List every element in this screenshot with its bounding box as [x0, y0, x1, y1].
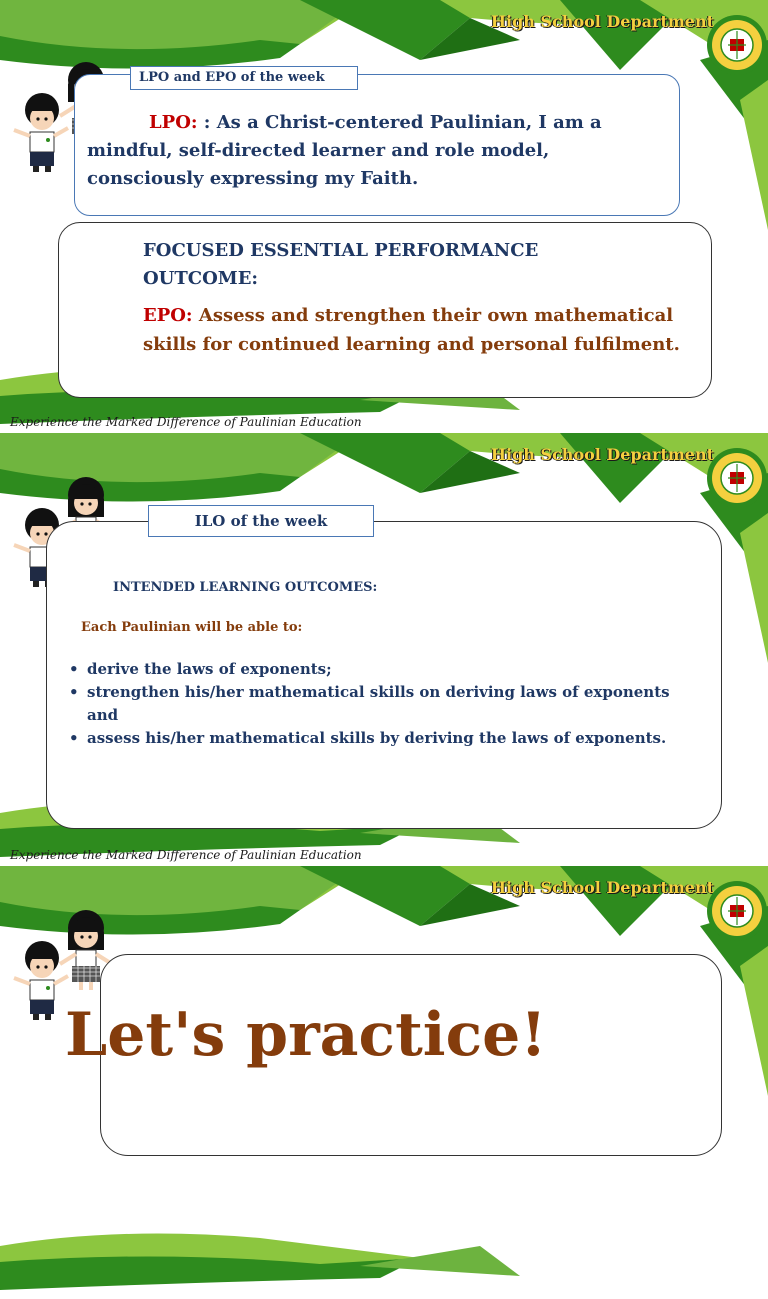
lpo-epo-week-label: LPO and EPO of the week [130, 66, 358, 90]
slide-lpo-epo [0, 0, 768, 433]
ilo-box [46, 521, 722, 829]
school-tagline: Experience the Marked Difference of Paulinian Education [10, 415, 362, 429]
epo-heading: FOCUSED ESSENTIAL PERFORMANCE OUTCOME: [143, 240, 539, 289]
epo-label: EPO: [143, 305, 193, 326]
department-title: High School Department [490, 12, 714, 31]
practice-box [65, 954, 722, 1156]
practice-title: Let's practice! [65, 1000, 547, 1070]
list-item: • strengthen his/her mathematical skills on deriving laws of exponents and [65, 681, 705, 727]
school-seal-icon [706, 447, 768, 509]
lpo-text: : As a Christ-centered Paulinian, I am a mindful, self-directed learner and role model, consciously expressing my Faith. [87, 112, 602, 189]
slide-practice [0, 866, 768, 1070]
ilo-list [65, 658, 705, 750]
slide-ilo [0, 433, 768, 866]
epo-box [58, 222, 712, 398]
epo-text: Assess and strengthen their own mathematical skills for continued learning and personal fulfilment. [143, 305, 680, 355]
lpo-statement [87, 109, 672, 193]
school-seal-icon [706, 14, 768, 76]
school-tagline: Experience the Marked Difference of Paulinian Education [10, 848, 362, 862]
list-item: • assess his/her mathematical skills by deriving the laws of exponents. [65, 727, 705, 750]
department-title: High School Department [490, 878, 714, 897]
ilo-intro: Each Paulinian will be able to: [81, 620, 303, 635]
list-item: • derive the laws of exponents; [65, 658, 705, 681]
department-title: High School Department [490, 445, 714, 464]
lpo-label: LPO: [149, 112, 198, 133]
epo-statement [143, 301, 703, 359]
ilo-heading: INTENDED LEARNING OUTCOMES: [113, 580, 378, 595]
school-seal-icon [706, 880, 768, 942]
ilo-week-label: ILO of the week [148, 505, 374, 537]
lpo-box [74, 74, 680, 216]
